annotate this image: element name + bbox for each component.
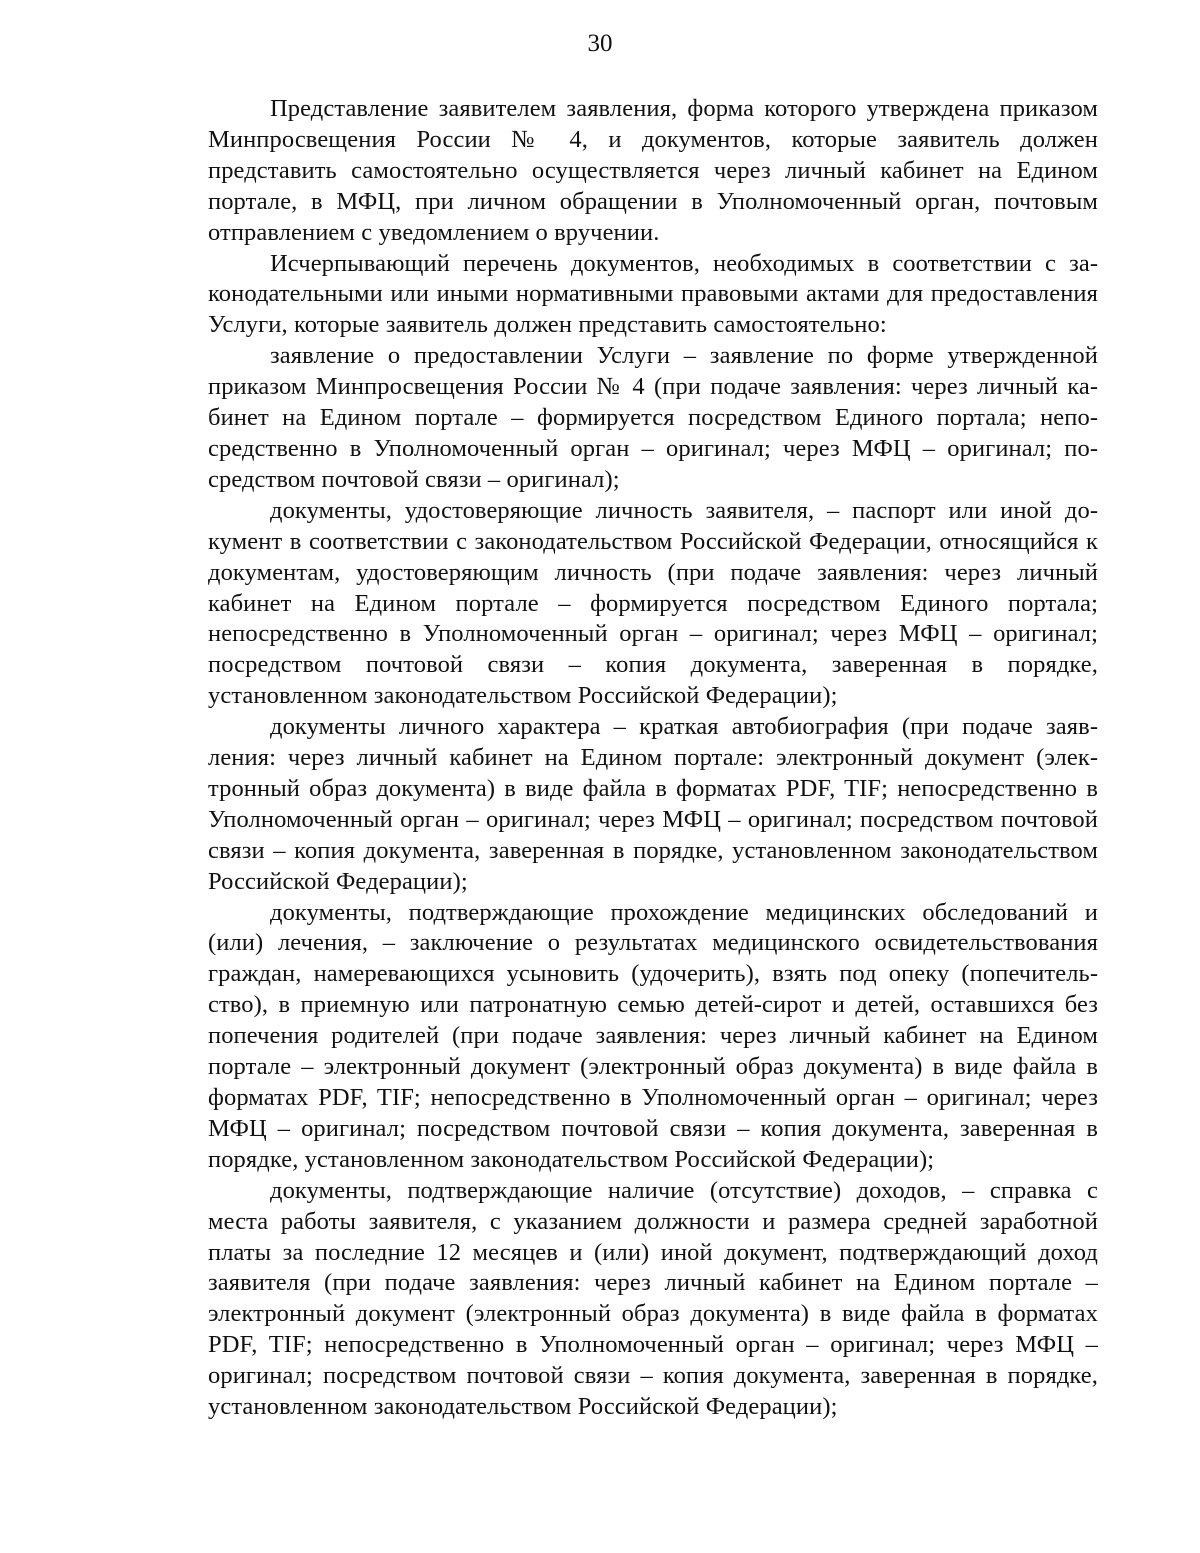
paragraph-documents-list-intro: Исчерпывающий перечень документов, необходимых в соответствии с законодательными или иными нормативными правовыми актами для предоставления Услуги, которые заявитель должен представить самостоятельно: [208, 249, 1098, 339]
document-body [208, 94, 1098, 1423]
paragraph-income-documents: документы, подтверждающие наличие (отсутствие) доходов, – справка с места работы заявителя, с указанием должности и размера средней заработной платы за последние 12 месяцев и (или) иной документ, подтверждающий доход заявителя (при подаче заявления: через личный кабинет на Едином портале – электронный документ (электронный образ документа) в виде файла в форматах PDF, TIF; непосредственно в Уполномоченный орган – оригинал; через МФЦ – оригинал; посредством почтовой связи – копия документа, заверенная в порядке, установленном законодательством Российской Федерации); [208, 1176, 1098, 1421]
paragraph-personal-documents: документы личного характера – краткая автобиография (при подаче заявления: через личный кабинет на Едином портале: электронный документ (электронный образ документа) в виде файла в форматах PDF, TIF; непосредственно в Уполномоченный орган – оригинал; через МФЦ – оригинал; посредством почтовой связи – копия документа, заверенная в порядке, установленном законодательством Российской Федерации); [208, 713, 1098, 895]
paragraph-submission-methods: Представление заявителем заявления, форма которого утверждена приказом Минпросвещения России № 4, и документов, которые заявитель должен представить самостоятельно осуществляется через личный кабинет на Едином портале, в МФЦ, при личном обращении в Уполномоченный орган, почтовым отправлением с уведомлением о вручении. [208, 95, 1098, 246]
paragraph-medical-documents: документы, подтверждающие прохождение медицинских обследований и (или) лечения, – заключение о результатах медицинского освидетельствования граждан, намеревающихся усыновить (удочерить), взять под опеку (попечительство), в приемную или патронатную семью детей-сирот и детей, оставшихся без попечения родителей (при подаче заявления: через личный кабинет на Едином портале – электронный документ (электронный образ документа) в виде файла в форматах PDF, TIF; непосредственно в Уполномоченный орган – оригинал; через МФЦ – оригинал; посредством почтовой связи – копия документа, заверенная в порядке, установленном законодательством Российской Федерации); [208, 898, 1098, 1173]
paragraph-identity-documents: документы, удостоверяющие личность заявителя, – паспорт или иной документ в соответствии с законодательством Российской Федерации, относящийся к документам, удостоверяющим личность (при подаче заявления: через личный кабинет на Едином портале – формируется посредством Единого портала; непосредственно в Уполномоченный орган – оригинал; через МФЦ – оригинал; посредством почтовой связи – копия документа, заверенная в порядке, установленном законодательством Российской Федерации); [208, 496, 1098, 710]
paragraph-application: заявление о предоставлении Услуги – заявление по форме утвержденной приказом Минпросвещения России № 4 (при подаче заявления: через личный кабинет на Едином портале – формируется посредством Единого портала; непосредственно в Уполномоченный орган – оригинал; через МФЦ – оригинал; посредством почтовой связи – оригинал); [208, 342, 1098, 493]
page-number: 30 [587, 30, 613, 57]
